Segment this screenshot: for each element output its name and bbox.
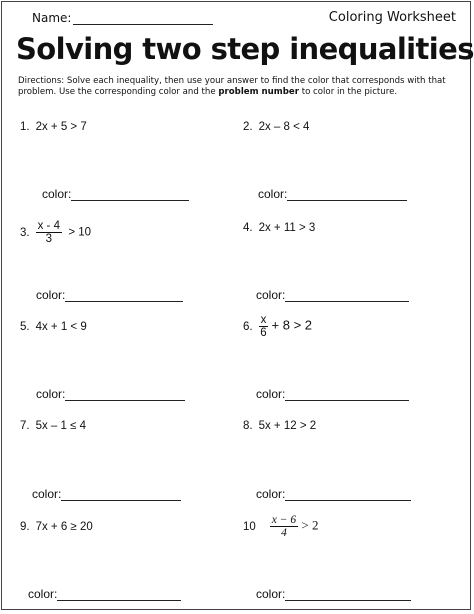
color-answer-8	[256, 487, 411, 501]
name-row	[32, 11, 213, 25]
problem-number: 9.	[20, 521, 30, 533]
color-label: color:	[32, 487, 62, 501]
color-label: color:	[256, 587, 286, 601]
color-label: color:	[256, 387, 286, 401]
color-blank[interactable]	[285, 289, 409, 302]
color-answer-6	[256, 387, 409, 401]
problem-number: 2.	[243, 121, 253, 133]
problem-number: 3.	[20, 226, 30, 239]
color-answer-10	[256, 587, 411, 601]
page-title: Solving two step inequalities	[16, 32, 474, 66]
directions	[18, 76, 460, 98]
problem-expression: 2x + 5 > 7	[35, 121, 87, 133]
problem-number: 7.	[20, 420, 30, 432]
color-answer-3	[36, 288, 183, 302]
problem-number: 4.	[243, 222, 253, 234]
problem-2	[243, 121, 309, 133]
color-answer-5	[36, 387, 185, 401]
problem-10	[243, 514, 318, 539]
problem-expression: 4x + 1 < 9	[35, 321, 87, 333]
problem-4	[243, 222, 315, 234]
fraction	[259, 314, 269, 339]
color-blank[interactable]	[57, 588, 181, 601]
color-label: color:	[28, 587, 58, 601]
directions-text-end: to color in the picture.	[298, 87, 398, 97]
problem-expression: 2x – 8 < 4	[258, 121, 310, 133]
color-answer-4	[256, 288, 409, 302]
color-blank[interactable]	[287, 188, 407, 201]
worksheet-page	[1, 1, 474, 610]
color-answer-7	[32, 487, 181, 501]
color-label: color:	[42, 187, 72, 201]
directions-bold: problem number	[218, 87, 299, 97]
color-blank[interactable]	[285, 488, 411, 501]
color-blank[interactable]	[71, 188, 189, 201]
problem-number: 5.	[20, 321, 30, 333]
fraction	[270, 514, 298, 539]
color-label: color:	[36, 288, 66, 302]
color-blank[interactable]	[65, 388, 185, 401]
color-label: color:	[256, 487, 286, 501]
problem-7	[20, 420, 86, 432]
problem-expression: 7x + 6 ≥ 20	[35, 521, 93, 533]
color-blank[interactable]	[285, 388, 409, 401]
problem-expression: 5x – 1 ≤ 4	[35, 420, 87, 432]
worksheet-label: Coloring Worksheet	[328, 10, 456, 25]
problem-number: 6.	[243, 320, 253, 333]
problem-6	[243, 314, 312, 339]
fraction-denominator: 6	[260, 327, 267, 339]
directions-text: Directions: Solve each inequality, then use your answer to find the color that corresponds with that problem. Use the corresponding color and the	[18, 76, 446, 97]
fraction-denominator: 3	[45, 233, 52, 245]
color-answer-1	[42, 187, 189, 201]
color-blank[interactable]	[61, 488, 181, 501]
fraction	[36, 220, 62, 245]
color-blank[interactable]	[65, 289, 183, 302]
fraction-numerator: x - 4	[37, 220, 60, 232]
name-label: Name:	[32, 11, 72, 25]
problem-expression: 5x + 12 > 2	[258, 420, 317, 432]
fraction-denominator: 4	[281, 527, 287, 539]
problem-expression: 2x + 11 > 3	[258, 222, 316, 234]
color-label: color:	[36, 387, 66, 401]
fraction-numerator: x − 6	[271, 514, 297, 526]
problem-1	[20, 121, 87, 133]
color-label: color:	[258, 187, 288, 201]
color-label: color:	[256, 288, 286, 302]
color-blank[interactable]	[285, 588, 411, 601]
color-answer-9	[28, 587, 181, 601]
problem-3	[20, 220, 91, 245]
fraction-numerator: x	[260, 314, 267, 326]
problem-expression: + 8 > 2	[271, 317, 313, 333]
problem-number: 8.	[243, 420, 253, 432]
name-blank[interactable]	[73, 12, 213, 25]
problem-8	[243, 420, 316, 432]
problem-expression: > 2	[301, 517, 319, 533]
problem-number: 10	[243, 520, 256, 533]
problem-9	[20, 521, 93, 533]
problem-expression: > 10	[68, 226, 92, 239]
problem-5	[20, 321, 87, 333]
problem-number: 1.	[20, 121, 30, 133]
color-answer-2	[258, 187, 407, 201]
